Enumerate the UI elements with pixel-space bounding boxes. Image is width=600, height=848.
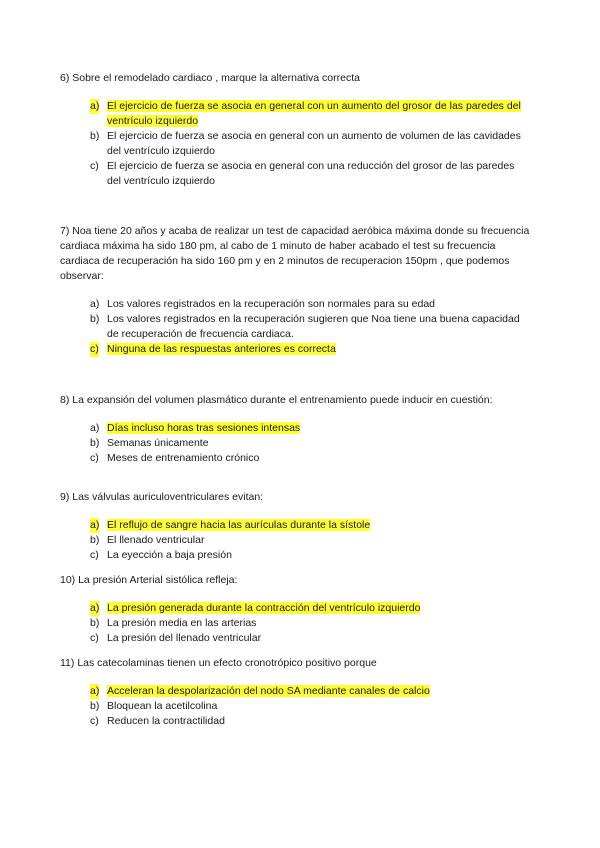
option-c xyxy=(60,342,530,357)
option-label: c) xyxy=(90,452,99,464)
option-b xyxy=(60,616,530,631)
options-list xyxy=(60,518,530,563)
option-label: b) xyxy=(90,313,100,325)
option-label: b) xyxy=(90,700,100,712)
question-8 xyxy=(60,393,530,466)
option-c xyxy=(60,631,530,646)
options-list xyxy=(60,421,530,466)
question-11 xyxy=(60,656,530,729)
option-text: La eyección a baja presión xyxy=(107,549,232,561)
option-c xyxy=(60,451,530,466)
option-label: a) xyxy=(90,602,100,614)
question-9 xyxy=(60,490,530,563)
options-list xyxy=(60,684,530,729)
option-text-highlighted: El reflujo de sangre hacia las aurículas durante la sístole xyxy=(107,519,371,531)
option-label: c) xyxy=(90,632,99,644)
option-label: c) xyxy=(90,715,99,727)
options-list xyxy=(60,99,530,189)
option-text: Meses de entrenamiento crónico xyxy=(107,452,260,464)
option-text: La presión media en las arterias xyxy=(107,617,257,629)
option-label: c) xyxy=(90,343,99,355)
option-text: El ejercicio de fuerza se asocia en general con un aumento de volumen de las cavidades del ventrículo izquierdo xyxy=(107,130,521,157)
option-c xyxy=(60,159,530,189)
question-stem: 8) La expansión del volumen plasmático durante el entrenamiento puede inducir en cuestión: xyxy=(60,394,493,406)
option-label: a) xyxy=(90,519,100,531)
option-b xyxy=(60,129,530,159)
option-label: a) xyxy=(90,298,100,310)
option-text: Reducen la contractilidad xyxy=(107,715,225,727)
question-10 xyxy=(60,573,530,646)
option-c xyxy=(60,548,530,563)
option-text: El ejercicio de fuerza se asocia en general con una reducción del grosor de las paredes del ventrículo izquierdo xyxy=(107,160,515,187)
option-label: a) xyxy=(90,422,100,434)
options-list xyxy=(60,297,530,357)
question-stem: 6) Sobre el remodelado cardiaco , marque la alternativa correcta xyxy=(60,72,360,84)
option-a xyxy=(60,518,530,533)
option-a xyxy=(60,601,530,616)
option-label: a) xyxy=(90,100,100,112)
option-label: b) xyxy=(90,130,100,142)
question-stem: 11) Las catecolaminas tienen un efecto cronotrópico positivo porque xyxy=(60,657,377,669)
option-a xyxy=(60,297,530,312)
option-text-highlighted: Acceleran la despolarización del nodo SA mediante canales de calcio xyxy=(107,685,430,697)
option-label: b) xyxy=(90,617,100,629)
option-label: b) xyxy=(90,534,100,546)
option-text-highlighted: Días incluso horas tras sesiones intensas xyxy=(107,422,301,434)
option-label: b) xyxy=(90,437,100,449)
option-text-highlighted: El ejercicio de fuerza se asocia en general con un aumento del grosor de las paredes del ventrículo izquierdo xyxy=(107,100,521,127)
option-text: Bloquean la acetilcolina xyxy=(107,700,218,712)
option-label: c) xyxy=(90,549,99,561)
option-label: c) xyxy=(90,160,99,172)
question-stem: 10) La presión Arterial sistólica refleja: xyxy=(60,574,238,586)
question-stem: 9) Las válvulas auriculoventriculares evitan: xyxy=(60,491,264,503)
option-b xyxy=(60,699,530,714)
question-7 xyxy=(60,224,530,357)
option-text-highlighted: La presión generada durante la contracción del ventrículo izquierdo xyxy=(107,602,421,614)
option-text: El llenado ventricular xyxy=(107,534,205,546)
option-text: La presión del llenado ventricular xyxy=(107,632,262,644)
option-text: Los valores registrados en la recuperación sugieren que Noa tiene una buena capacidad de recuperación de frecuencia cardiaca. xyxy=(107,313,520,340)
option-b xyxy=(60,533,530,548)
option-label: a) xyxy=(90,685,100,697)
option-text-highlighted: Ninguna de las respuestas anteriores es correcta xyxy=(107,343,336,355)
option-text: Semanas únicamente xyxy=(107,437,209,449)
option-c xyxy=(60,714,530,729)
question-6 xyxy=(60,71,530,189)
option-a xyxy=(60,99,530,129)
options-list xyxy=(60,601,530,646)
option-text: Los valores registrados en la recuperación son normales para su edad xyxy=(107,298,436,310)
question-stem: 7) Noa tiene 20 años y acaba de realizar un test de capacidad aeróbica máxima donde su frecuencia cardiaca máxima ha sido 180 pm, al cabo de 1 minuto de haber acabado el test su frecuencia cardiaca de recuperación ha sido 160 pm y en 2 minutos de recuperacion 150pm , que podemos observar: xyxy=(60,225,530,282)
option-b xyxy=(60,436,530,451)
option-a xyxy=(60,684,530,699)
option-b xyxy=(60,312,530,342)
option-a xyxy=(60,421,530,436)
